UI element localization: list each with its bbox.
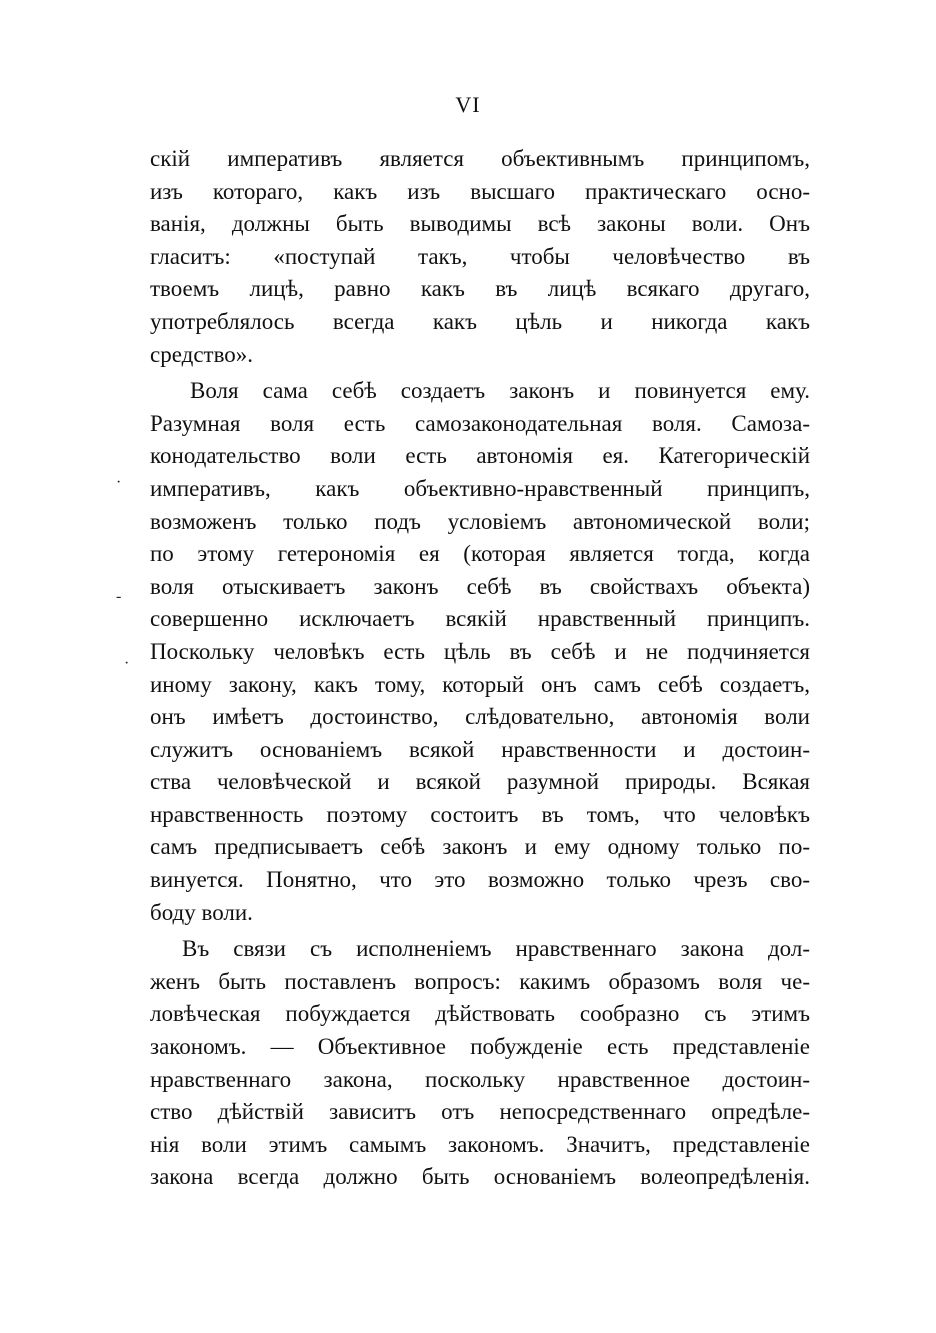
- text-line: твоемъ лицѣ, равно какъ въ лицѣ всякаго другаго,: [150, 276, 810, 302]
- text-line: нравственность поэтому состоитъ въ томъ, что человѣкъ: [150, 801, 810, 827]
- text-line: изъ котораго, какъ изъ высшаго практическаго осно-: [150, 178, 810, 204]
- text-line: Въ связи съ исполненіемъ нравственнаго закона дол-: [182, 936, 810, 962]
- text-line: скій императивъ является объективнымъ принципомъ,: [150, 146, 810, 171]
- text-line: боду воли.: [150, 899, 253, 925]
- text-line: возможенъ только подъ условіемъ автономической воли;: [150, 508, 810, 534]
- text-line: совершенно исключаетъ всякій нравственный принципъ.: [150, 606, 810, 632]
- text-line: средство».: [150, 341, 254, 367]
- text-line: нія воли этимъ самымъ закономъ. Значитъ, представленіе: [150, 1131, 810, 1157]
- text-line: гласитъ: «поступай такъ, чтобы человѣчество въ: [150, 243, 810, 269]
- text-line: женъ быть поставленъ вопросъ: какимъ образомъ воля че-: [150, 968, 810, 994]
- text-line: императивъ, какъ объективно-нравственный принципъ,: [150, 475, 810, 501]
- text-line: употреблялось всегда какъ цѣль и никогда какъ: [150, 308, 810, 334]
- text-line: Воля сама себѣ создаетъ законъ и повинуется ему.: [190, 378, 810, 404]
- text-line: иному закону, какъ тому, который онъ самъ себѣ создаетъ,: [150, 671, 810, 697]
- text-line: по этому гетерономія ея (которая является тогда, когда: [150, 541, 810, 567]
- paragraph: [150, 375, 810, 929]
- margin-dot-mark: ·: [116, 474, 122, 491]
- text-line: закономъ. — Объективное побужденіе есть представленіе: [150, 1034, 810, 1060]
- text-line: онъ имѣетъ достоинство, слѣдовательно, автономія воли: [150, 704, 810, 730]
- paragraph: [150, 933, 810, 1194]
- paragraph: [150, 143, 810, 371]
- text-line: винуется. Понятно, что это возможно только чрезъ сво-: [150, 867, 810, 893]
- text-line: ванія, должны быть выводимы всѣ законы воли. Онъ: [150, 211, 810, 237]
- text-line: ства человѣческой и всякой разумной природы. Всякая: [150, 769, 810, 795]
- text-line: закона всегда должно быть основаніемъ волеопредѣленія.: [150, 1164, 810, 1190]
- text-line: нравственнаго закона, поскольку нравственное достоин-: [150, 1066, 810, 1092]
- margin-dot-mark: ·: [124, 655, 130, 672]
- margin-dash-mark: -: [116, 588, 122, 605]
- text-line: Поскольку человѣкъ есть цѣль въ себѣ и не подчиняется: [150, 638, 810, 664]
- text-line: ловѣческая побуждается дѣйствовать сообразно съ этимъ: [150, 1001, 810, 1027]
- body-text: [150, 143, 810, 1194]
- page-number: VI: [455, 92, 481, 117]
- text-line: Разумная воля есть самозаконодательная воля. Самоза-: [150, 410, 810, 436]
- text-line: воля отыскиваетъ законъ себѣ въ свойствахъ объекта): [150, 573, 810, 599]
- text-line: самъ предписываетъ себѣ законъ и ему одному только по-: [150, 834, 810, 860]
- text-line: ство дѣйствій зависитъ отъ непосредственнаго опредѣле-: [150, 1099, 810, 1125]
- text-line: служитъ основаніемъ всякой нравственности и достоин-: [150, 736, 810, 762]
- text-line: конодательство воли есть автономія ея. Категорическій: [150, 443, 810, 469]
